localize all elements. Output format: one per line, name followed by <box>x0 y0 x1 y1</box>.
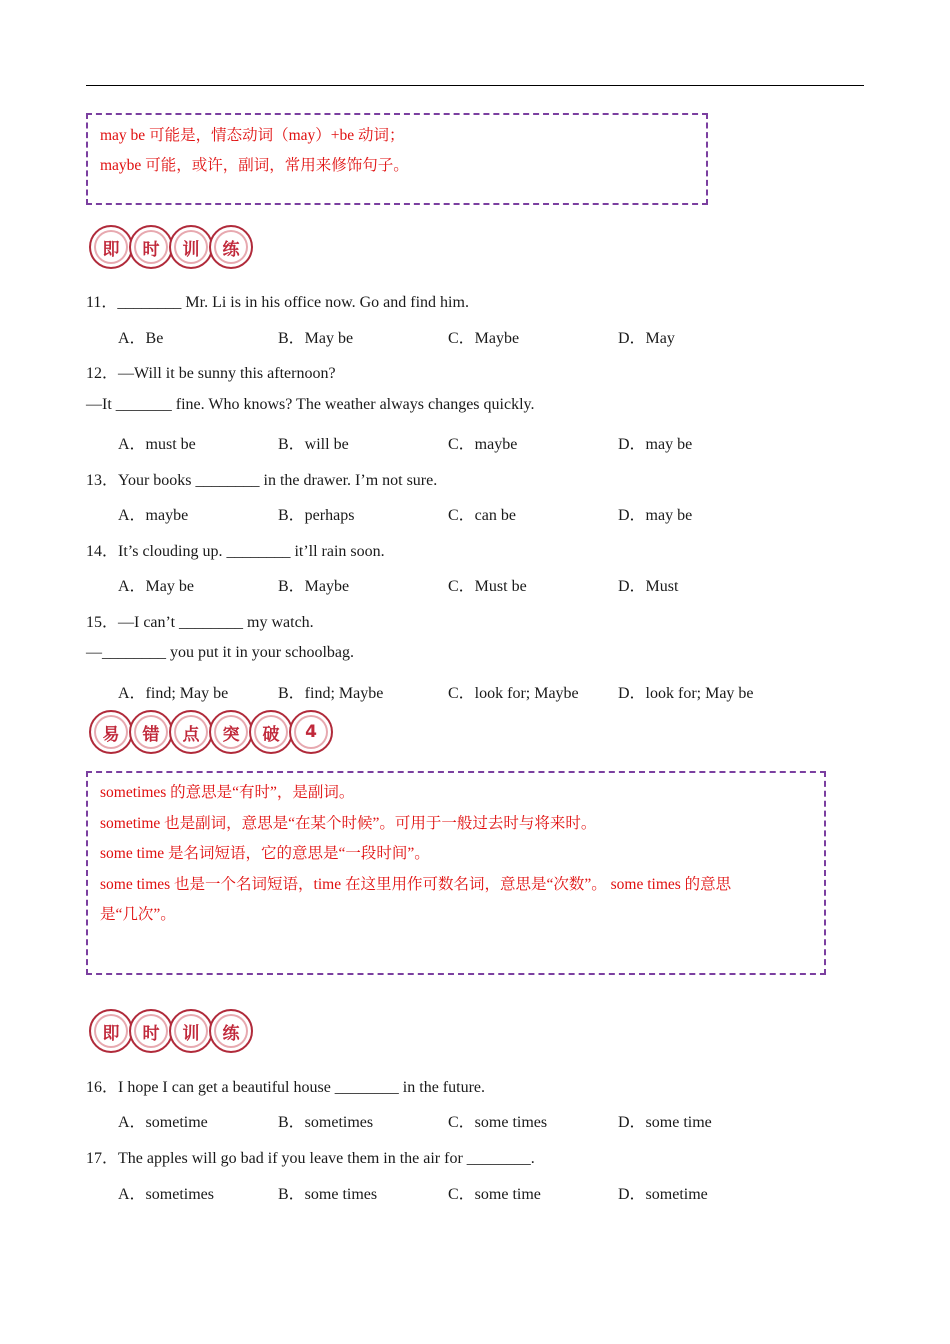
badge-char: 突 <box>209 710 253 754</box>
question-16: 16．I hope I can get a beautiful house ________ in the future. <box>86 1079 486 1096</box>
option-11-d[interactable]: D．May <box>618 330 675 347</box>
option-14-b[interactable]: B．Maybe <box>278 578 350 595</box>
option-13-b[interactable]: B．perhaps <box>278 507 355 524</box>
option-15-a[interactable]: A．find; May be <box>118 685 229 702</box>
option-12-c[interactable]: C．maybe <box>448 436 518 453</box>
option-13-c[interactable]: C．can be <box>448 507 516 524</box>
option-14-c[interactable]: C．Must be <box>448 578 527 595</box>
header-rule <box>86 85 864 86</box>
badge-char: 破 <box>249 710 293 754</box>
option-11-b[interactable]: B．May be <box>278 330 354 347</box>
note-line: sometime 也是副词，意思是“在某个时候”。可用于一般过去时与将来时。 <box>100 815 597 832</box>
note-line: may be 可能是，情态动词（may）+be 动词； <box>100 127 405 144</box>
question-13: 13．Your books ________ in the drawer. I’m not sure. <box>86 472 438 489</box>
note-box-sometime <box>86 771 826 975</box>
question-17: 17．The apples will go bad if you leave them in the air for ________. <box>86 1150 535 1167</box>
badge-char: 练 <box>209 1009 253 1053</box>
option-16-c[interactable]: C．some times <box>448 1114 548 1131</box>
note-line: 是“几次”。 <box>100 906 176 923</box>
question-15-reply: —________ you put it in your schoolbag. <box>86 644 354 661</box>
option-14-d[interactable]: D．Must <box>618 578 679 595</box>
note-line: some times 也是一个名词短语，time 在这里用作可数名词，意思是“次数”。 some times 的意思 <box>100 876 732 893</box>
option-16-d[interactable]: D．some time <box>618 1114 712 1131</box>
option-17-a[interactable]: A．sometimes <box>118 1186 214 1203</box>
question-11: 11．________ Mr. Li is in his office now. Go and find him. <box>86 294 469 311</box>
option-13-a[interactable]: A．maybe <box>118 507 189 524</box>
question-12: 12．—Will it be sunny this afternoon? <box>86 365 336 382</box>
option-15-d[interactable]: D．look for; May be <box>618 685 754 702</box>
question-12-reply: —It _______ fine. Who knows? The weather always changes quickly. <box>86 396 535 413</box>
badge-char: 训 <box>169 225 213 269</box>
badge-char: 时 <box>129 225 173 269</box>
option-16-a[interactable]: A．sometime <box>118 1114 208 1131</box>
option-15-c[interactable]: C．look for; Maybe <box>448 685 579 702</box>
note-line: some time 是名词短语，它的意思是“一段时间”。 <box>100 845 430 862</box>
badge-char: 错 <box>129 710 173 754</box>
practice-badge <box>89 1009 249 1059</box>
badge-char: 易 <box>89 710 133 754</box>
badge-char: 点 <box>169 710 213 754</box>
option-17-d[interactable]: D．sometime <box>618 1186 708 1203</box>
option-14-a[interactable]: A．May be <box>118 578 194 595</box>
option-17-c[interactable]: C．some time <box>448 1186 541 1203</box>
option-16-b[interactable]: B．sometimes <box>278 1114 374 1131</box>
badge-char: 即 <box>89 1009 133 1053</box>
note-line: maybe 可能，或许，副词，常用来修饰句子。 <box>100 157 409 174</box>
option-12-d[interactable]: D．may be <box>618 436 693 453</box>
badge-char: 时 <box>129 1009 173 1053</box>
mistake-badge <box>89 710 329 760</box>
practice-badge <box>89 225 249 275</box>
note-line: sometimes 的意思是“有时”，是副词。 <box>100 784 355 801</box>
option-11-a[interactable]: A．Be <box>118 330 164 347</box>
option-13-d[interactable]: D．may be <box>618 507 693 524</box>
option-15-b[interactable]: B．find; Maybe <box>278 685 384 702</box>
option-11-c[interactable]: C．Maybe <box>448 330 520 347</box>
badge-char: 4 <box>289 710 333 754</box>
question-14: 14．It’s clouding up. ________ it’ll rain soon. <box>86 543 385 560</box>
note-box-maybe <box>86 113 708 205</box>
badge-char: 练 <box>209 225 253 269</box>
question-15: 15．—I can’t ________ my watch. <box>86 614 314 631</box>
option-12-a[interactable]: A．must be <box>118 436 196 453</box>
option-12-b[interactable]: B．will be <box>278 436 349 453</box>
badge-char: 训 <box>169 1009 213 1053</box>
badge-char: 即 <box>89 225 133 269</box>
option-17-b[interactable]: B．some times <box>278 1186 378 1203</box>
